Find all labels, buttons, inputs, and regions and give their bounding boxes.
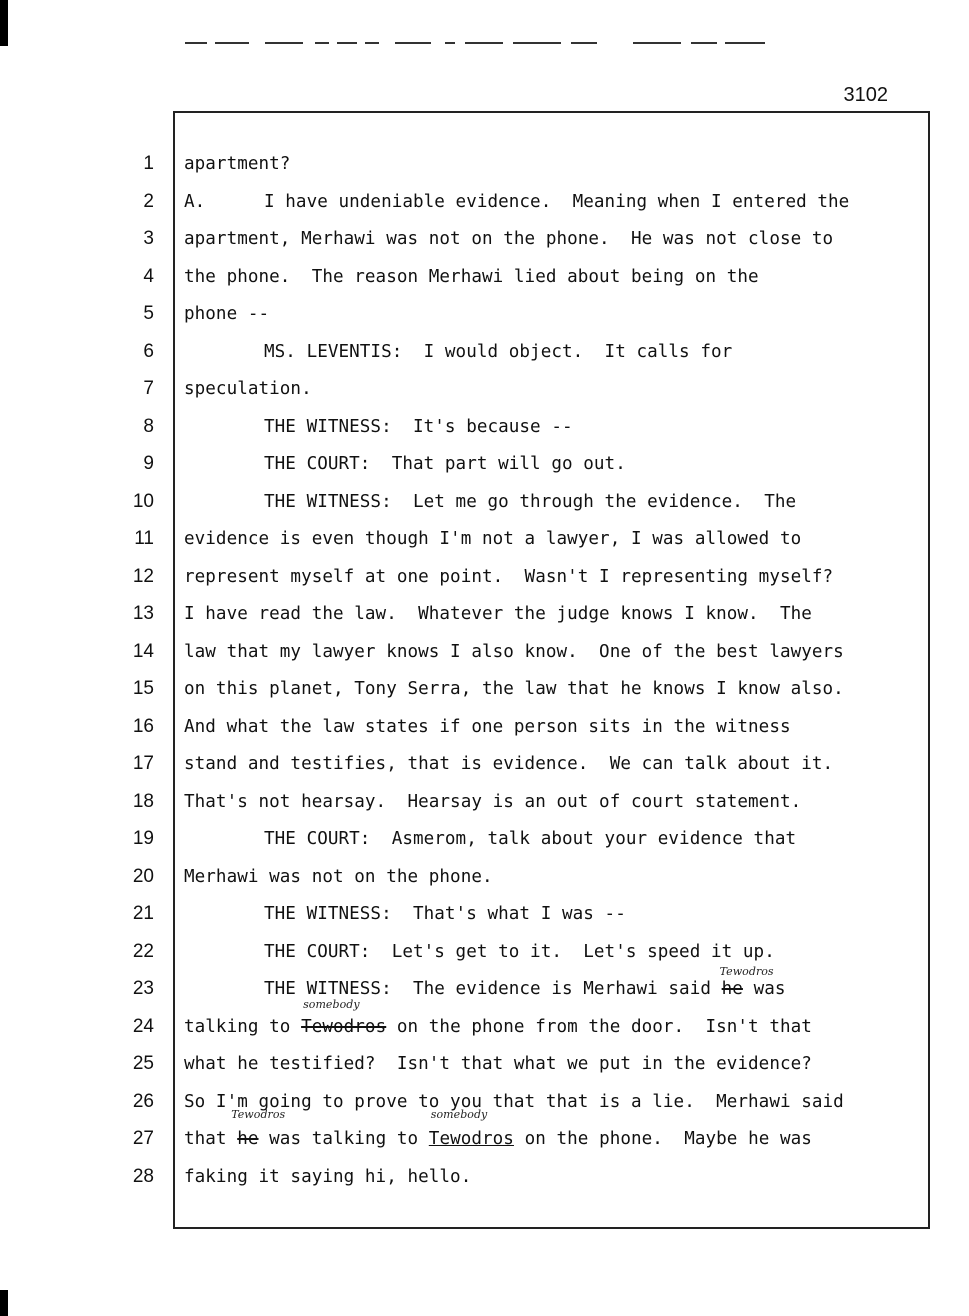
line-number: 7 — [143, 378, 154, 399]
line-text: on the phone from the door. Isn't that — [386, 1016, 812, 1037]
line-number: 27 — [132, 1128, 154, 1149]
line-number: 6 — [143, 340, 154, 362]
handwritten-correction: Tewodros — [719, 965, 774, 978]
transcript-line: apartment? — [184, 154, 291, 174]
transcript-line: phone -- — [184, 304, 270, 324]
line-text: I have undeniable evidence. Meaning when I entered the — [264, 191, 850, 212]
line-number: 3 — [143, 228, 154, 249]
line-number: 26 — [132, 1090, 154, 1112]
handwritten-correction: somebody — [303, 997, 360, 1011]
line-number: 13 — [132, 603, 154, 624]
scan-edge-mark-bottom — [0, 1290, 8, 1316]
line-text: talking to — [184, 1016, 302, 1037]
line-number: 1 — [143, 153, 154, 174]
line-number: 23 — [132, 978, 154, 999]
answer-label: A. — [184, 191, 206, 212]
line-number: 4 — [143, 265, 154, 287]
scan-edge-mark-top — [0, 0, 8, 46]
transcript-line — [184, 488, 796, 516]
transcript-line: what he testified? Isn't that what we put in the evidence? — [184, 1054, 812, 1074]
transcript-line — [184, 413, 573, 441]
transcript-line: the phone. The reason Merhawi lied about being on the — [184, 266, 759, 287]
line-number: 11 — [134, 528, 154, 549]
transcript-line: law that my lawyer knows I also know. One of the best lawyers — [184, 641, 844, 662]
line-text: on the phone. Maybe he was — [513, 1129, 812, 1149]
line-number: 2 — [143, 190, 154, 212]
line-number: 22 — [132, 940, 154, 962]
header-dash-rule — [185, 42, 775, 45]
line-number: 8 — [143, 415, 154, 437]
page-number: 3102 — [843, 84, 888, 106]
line-text: was — [742, 979, 786, 999]
transcript-line: Merhawi was not on the phone. — [184, 866, 493, 887]
line-number: 20 — [132, 865, 154, 887]
line-number: 12 — [132, 565, 154, 587]
transcript-line: apartment, Merhawi was not on the phone. He was not close to — [184, 229, 834, 249]
line-text: that — [184, 1129, 238, 1149]
transcript-line: I have read the law. Whatever the judge knows I know. The — [184, 604, 812, 624]
line-text: THE WITNESS: It's because -- — [264, 416, 573, 437]
line-number: 9 — [143, 453, 154, 474]
line-number: 16 — [132, 715, 154, 737]
line-number: 18 — [132, 790, 154, 812]
line-number: 21 — [132, 903, 154, 924]
struck-word: somebody Tewodros — [301, 997, 387, 1037]
line-text: was talking to — [258, 1129, 429, 1149]
line-text: THE COURT: That part will go out. — [264, 454, 626, 474]
transcript-line — [184, 450, 626, 478]
line-number: 19 — [132, 828, 154, 849]
line-text: THE COURT: Let's get to it. Let's speed it up. — [264, 941, 775, 962]
transcript-line: So I'm going to prove to you that that is a lie. Merhawi said — [184, 1091, 844, 1112]
transcript-line — [184, 938, 775, 966]
transcript-line: speculation. — [184, 379, 312, 399]
transcript-line: stand and testifies, that is evidence. We can talk about it. — [184, 754, 834, 774]
struck-word: somebody Tewodros — [428, 1108, 514, 1149]
line-number: 28 — [132, 1165, 154, 1187]
transcript-line — [184, 188, 849, 216]
struck-word: Tewodros he — [231, 1108, 286, 1149]
line-number: 24 — [132, 1015, 154, 1037]
line-text: THE WITNESS: The evidence is Merhawi said — [264, 979, 722, 999]
line-text: THE WITNESS: That's what I was -- — [264, 904, 626, 924]
line-number: 15 — [132, 678, 154, 699]
transcript-line — [184, 1108, 812, 1153]
transcript-line — [184, 338, 732, 366]
transcript-line — [184, 965, 786, 1003]
line-text: THE WITNESS: Let me go through the evidence. The — [264, 491, 797, 512]
line-number: 5 — [143, 303, 154, 324]
transcript-line — [184, 900, 626, 928]
handwritten-correction: somebody — [430, 1108, 488, 1121]
transcript-line: faking it saying hi, hello. — [184, 1166, 472, 1187]
transcript-line — [184, 997, 812, 1041]
transcript-line — [184, 825, 796, 853]
line-text: THE COURT: Asmerom, talk about your evidence that — [264, 829, 797, 849]
line-text: MS. LEVENTIS: I would object. It calls for — [264, 341, 733, 362]
line-number: 25 — [132, 1053, 154, 1074]
transcript-line: represent myself at one point. Wasn't I representing myself? — [184, 566, 834, 587]
transcript-line: And what the law states if one person sits in the witness — [184, 716, 791, 737]
transcript-line: That's not hearsay. Hearsay is an out of court statement. — [184, 791, 802, 812]
transcript-line: on this planet, Tony Serra, the law that he knows I know also. — [184, 679, 844, 699]
handwritten-correction: Tewodros — [231, 1108, 286, 1121]
line-number: 14 — [132, 640, 154, 662]
transcript-line: evidence is even though I'm not a lawyer, I was allowed to — [184, 529, 802, 549]
line-number: 17 — [132, 753, 154, 774]
struck-word: Tewodros he — [719, 965, 774, 999]
line-number: 10 — [132, 490, 154, 512]
